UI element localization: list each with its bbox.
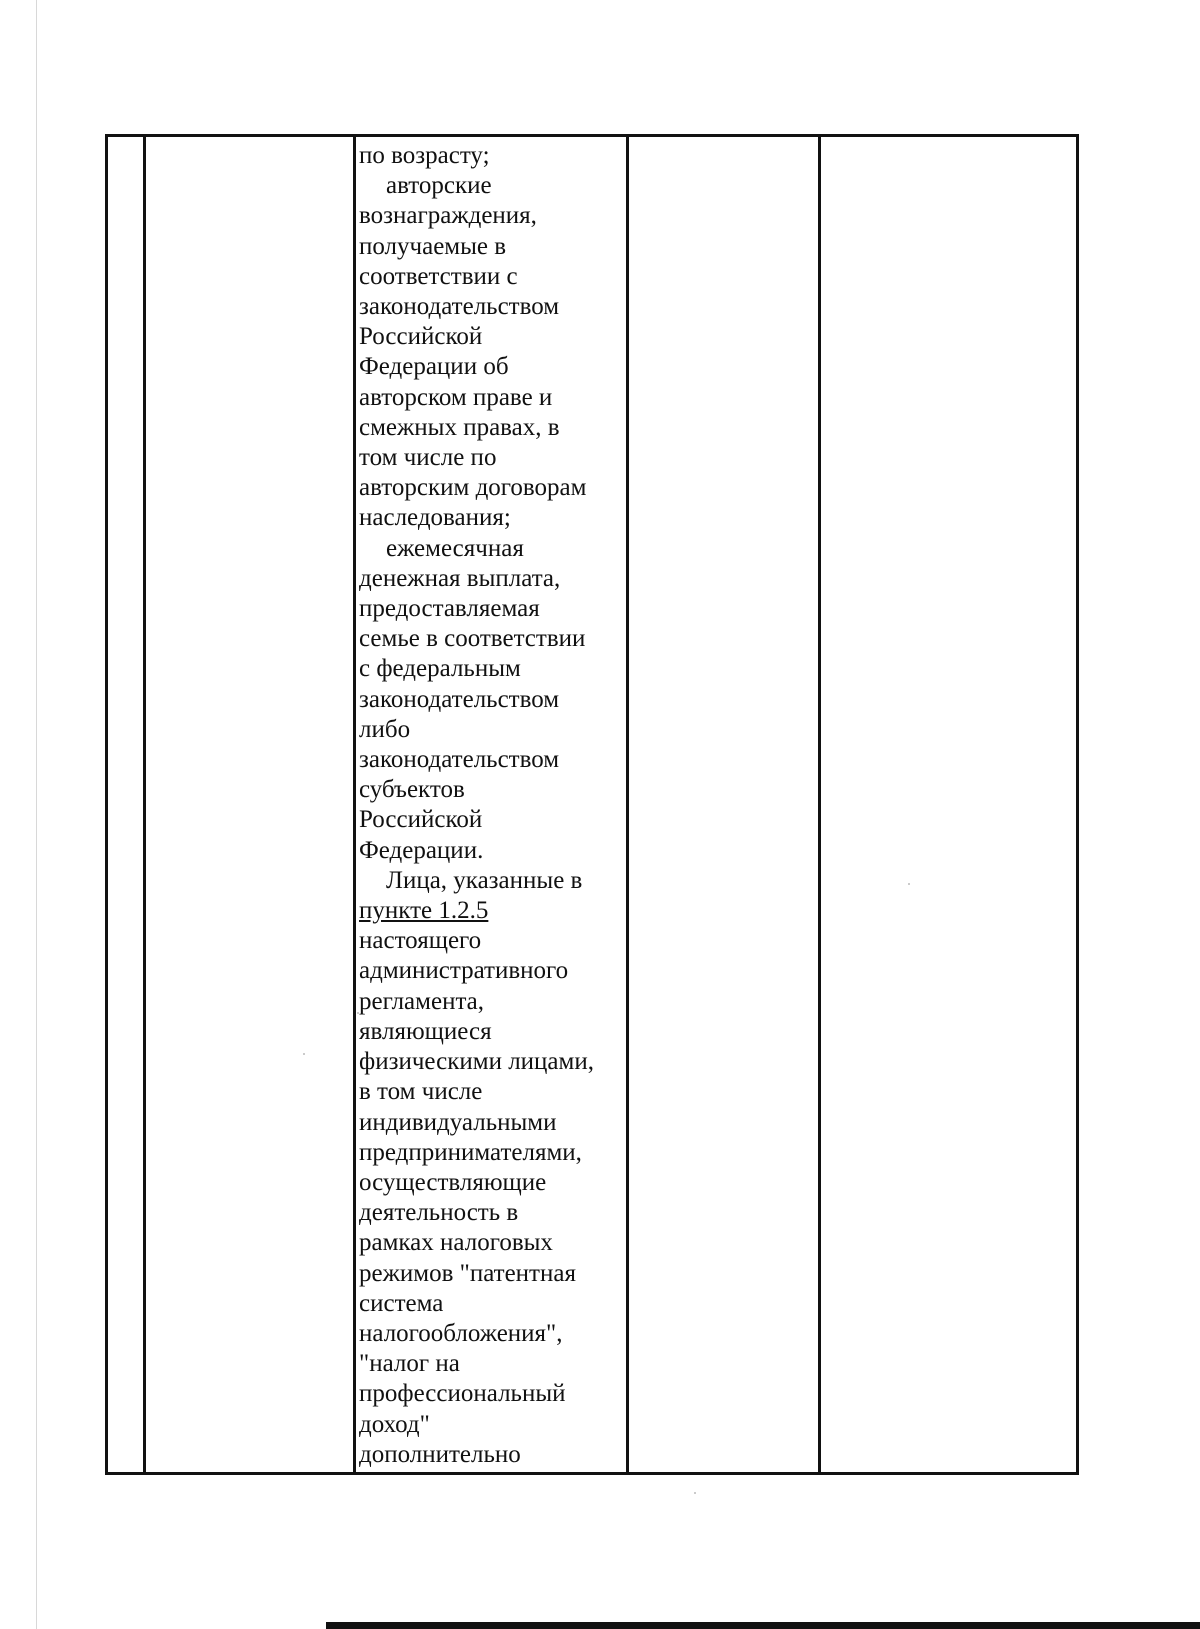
text-line: режимов "патентная	[359, 1259, 576, 1287]
text-line: Российской	[359, 806, 483, 834]
text-line: вознаграждения,	[359, 202, 537, 230]
text-line: осуществляющие	[359, 1168, 547, 1196]
reference-link-text[interactable]: пункте 1.2.5	[359, 897, 489, 925]
text-line: законодательством	[359, 685, 560, 713]
document-table	[105, 134, 1079, 1475]
text-line: субъектов	[359, 776, 465, 804]
text-line: административного	[359, 957, 569, 985]
text-line: доход"	[359, 1410, 430, 1438]
text-line: налогообложения",	[359, 1319, 563, 1347]
text-line: авторском праве и	[359, 383, 553, 411]
table-column-number	[108, 137, 146, 1472]
text-line: семье в соответствии	[359, 625, 586, 653]
text-line: деятельность в	[359, 1199, 519, 1227]
text-line: в том числе	[359, 1078, 483, 1106]
scan-speck	[303, 1053, 305, 1055]
scan-edge-bar	[326, 1622, 1200, 1629]
text-line: Лица, указанные в	[386, 866, 583, 894]
text-line: настоящего	[359, 927, 482, 955]
text-line: "налог на	[359, 1350, 460, 1378]
text-line: Федерации.	[359, 836, 484, 864]
text-line: система	[359, 1289, 444, 1317]
text-line: рамках налоговых	[359, 1229, 553, 1257]
scan-speck	[908, 883, 910, 885]
text-line: дополнительно	[359, 1440, 521, 1468]
table-column-5	[821, 137, 1076, 1472]
text-line: авторские	[386, 172, 492, 200]
text-line: по возрасту;	[359, 142, 490, 169]
text-line: Российской	[359, 323, 483, 351]
description-text	[356, 137, 626, 1470]
scan-speck	[694, 1492, 696, 1494]
scan-speck	[357, 1012, 359, 1014]
text-line: том числе по	[359, 444, 497, 472]
text-line: смежных правах, в	[359, 413, 560, 441]
text-line: законодательством	[359, 746, 560, 774]
text-line: предпринимателями,	[359, 1138, 582, 1166]
text-line: регламента,	[359, 987, 485, 1015]
text-line: законодательством	[359, 293, 560, 321]
page-edge	[36, 0, 37, 1629]
text-line: либо	[359, 715, 411, 743]
text-line: с федеральным	[359, 655, 521, 683]
text-line: денежная выплата,	[359, 564, 561, 592]
table-column-description	[356, 137, 629, 1472]
text-line: наследования;	[359, 504, 511, 532]
reference-link[interactable]	[359, 896, 624, 926]
text-line: индивидуальными	[359, 1108, 557, 1136]
text-line: получаемые в	[359, 232, 507, 260]
text-line: профессиональный	[359, 1380, 566, 1408]
text-line: ежемесячная	[386, 534, 524, 562]
text-line: физическими лицами,	[359, 1048, 594, 1076]
table-column-2	[146, 137, 356, 1472]
table-column-4	[629, 137, 821, 1472]
text-line: Федерации об	[359, 353, 509, 381]
text-line: авторским договорам	[359, 474, 587, 502]
text-line: соответствии с	[359, 262, 518, 290]
text-line: предоставляемая	[359, 595, 540, 623]
text-line: являющиеся	[359, 1017, 492, 1045]
